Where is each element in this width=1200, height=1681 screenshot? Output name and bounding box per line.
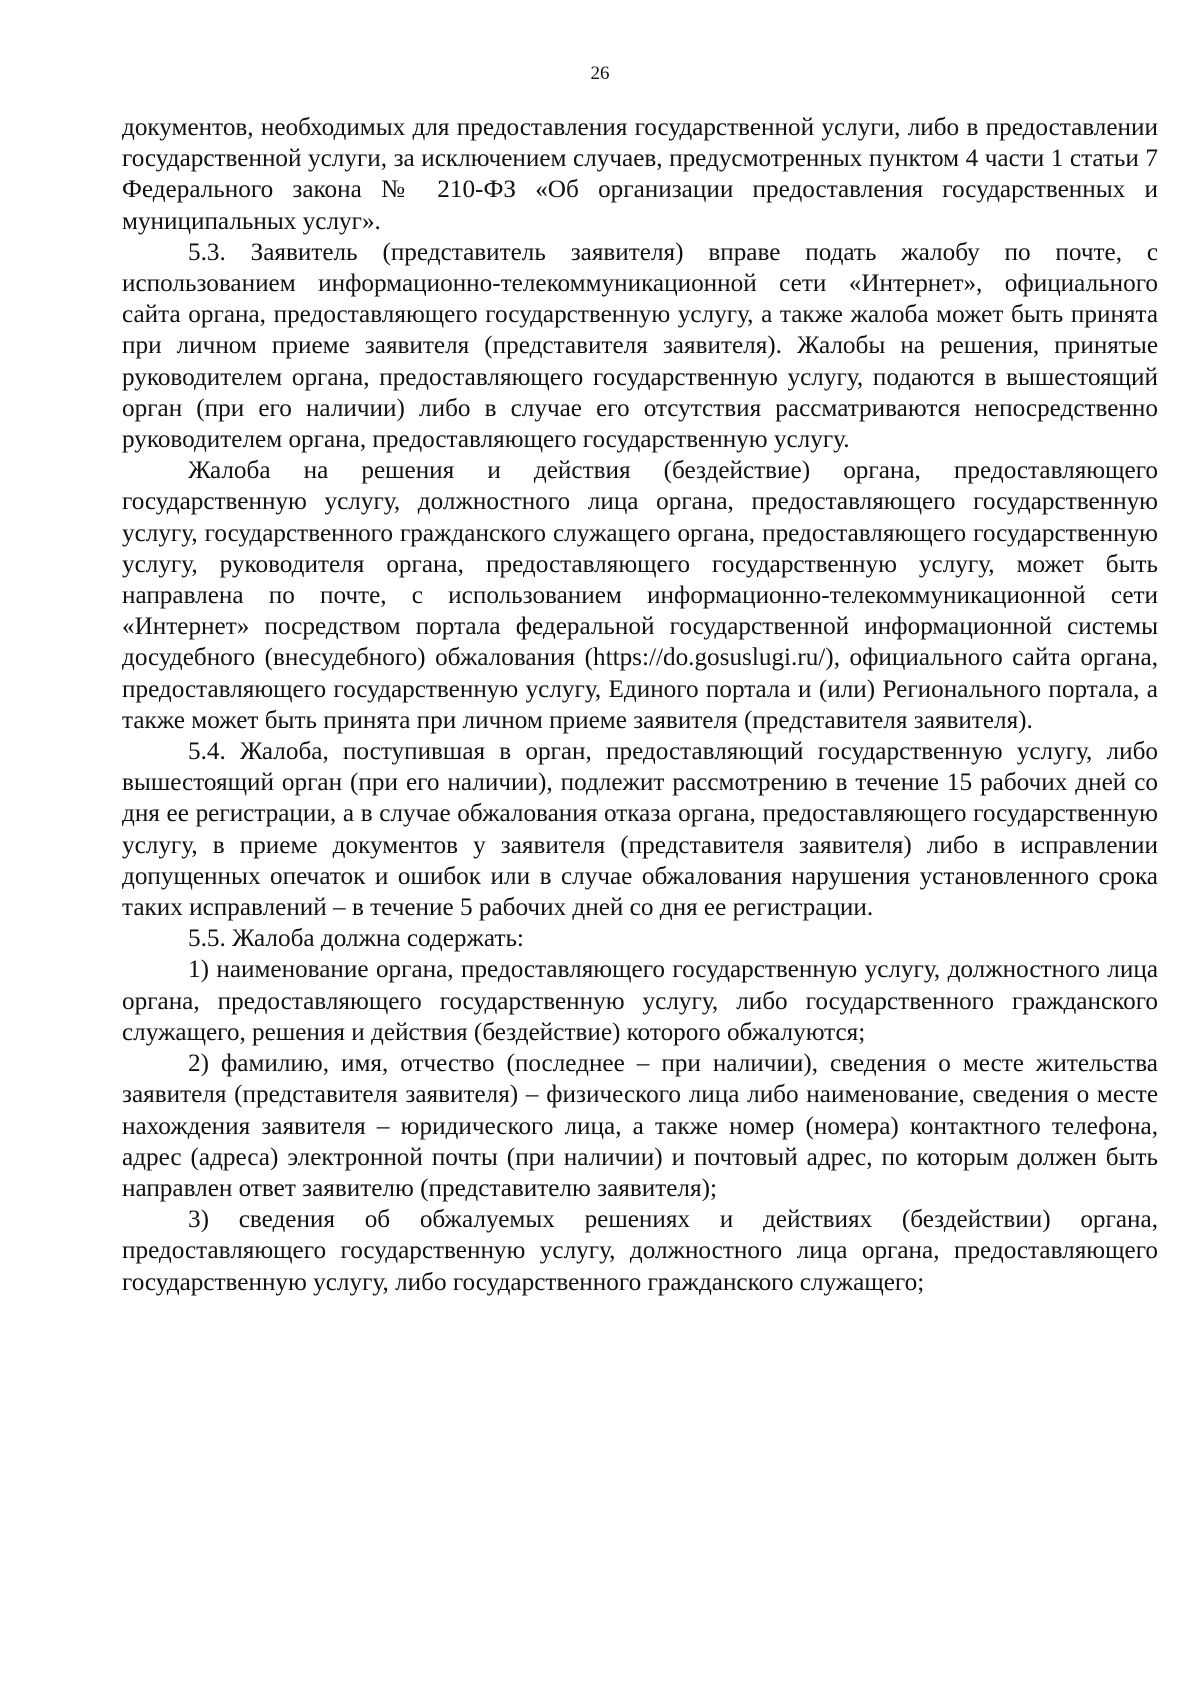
list-item-3: 3) сведения об обжалуемых решениях и действиях (бездействии) органа, предоставляющего государственную услугу, должностного лица органа, предоставляющего государственную услугу, либо государственного гражданского служащего; [122, 1206, 1158, 1296]
paragraph-5-4: 5.4. Жалоба, поступившая в орган, предоставляющий государственную услугу, либо вышестоящий орган (при его наличии), подлежит рассмотрению в течение 15 рабочих дней со дня ее регистрации, а в случае обжалования отказа органа, предоставляющего государственную услугу, в приеме документов у заявителя (представителя заявителя) либо в исправлении допущенных опечаток и ошибок или в случае обжалования нарушения установленного срока таких исправлений – в течение 5 рабочих дней со дня ее регистрации. [122, 738, 1158, 922]
paragraph-complaint-channels: Жалоба на решения и действия (бездействие) органа, предоставляющего государственную услугу, должностного лица органа, предоставляющего государственную услугу, государственного гражданского служащего органа, предоставляющего государственную услугу, руководителя органа, предоставляющего государственную услугу, может быть направлена по почте, с использованием информационно-телекоммуникационной сети «Интернет» посредством портала федеральной государственной информационной системы досудебного (внесудебного) обжалования (https://do.gosuslugi.ru/), официального сайта органа, предоставляющего государственную услугу, Единого портала и (или) Регионального портала, а также может быть принята при личном приеме заявителя (представителя заявителя). [122, 457, 1158, 734]
document-body [122, 112, 1158, 1298]
paragraph-continuation: документов, необходимых для предоставления государственной услуги, либо в предоставлении государственной услуги, за исключением случаев, предусмотренных пунктом 4 части 1 статьи 7 Федерального закона № 210-ФЗ «Об организации предоставления государственных и муниципальных услуг». [122, 114, 1158, 235]
list-item-2: 2) фамилию, имя, отчество (последнее – при наличии), сведения о месте жительства заявителя (представителя заявителя) – физического лица либо наименование, сведения о месте нахождения заявителя – юридического лица, а также номер (номера) контактного телефона, адрес (адреса) электронной почты (при наличии) и почтовый адрес, по которым должен быть направлен ответ заявителю (представителю заявителя); [122, 1050, 1158, 1202]
list-item-1: 1) наименование органа, предоставляющего государственную услугу, должностного лица органа, предоставляющего государственную услугу, либо государственного гражданского служащего, решения и действия (бездействие) которого обжалуются; [122, 956, 1158, 1046]
paragraph-5-5: 5.5. Жалоба должна содержать: [188, 925, 524, 953]
page-number: 26 [590, 63, 610, 84]
paragraph-5-3: 5.3. Заявитель (представитель заявителя) вправе подать жалобу по почте, с использованием информационно-телекоммуникационной сети «Интернет», официального сайта органа, предоставляющего государственную услугу, а также жалоба может быть принята при личном приеме заявителя (представителя заявителя). Жалобы на решения, принятые руководителем органа, предоставляющего государственную услугу, подаются в вышестоящий орган (при его наличии) либо в случае его отсутствия рассматриваются непосредственно руководителем органа, предоставляющего государственную услугу. [122, 238, 1158, 454]
